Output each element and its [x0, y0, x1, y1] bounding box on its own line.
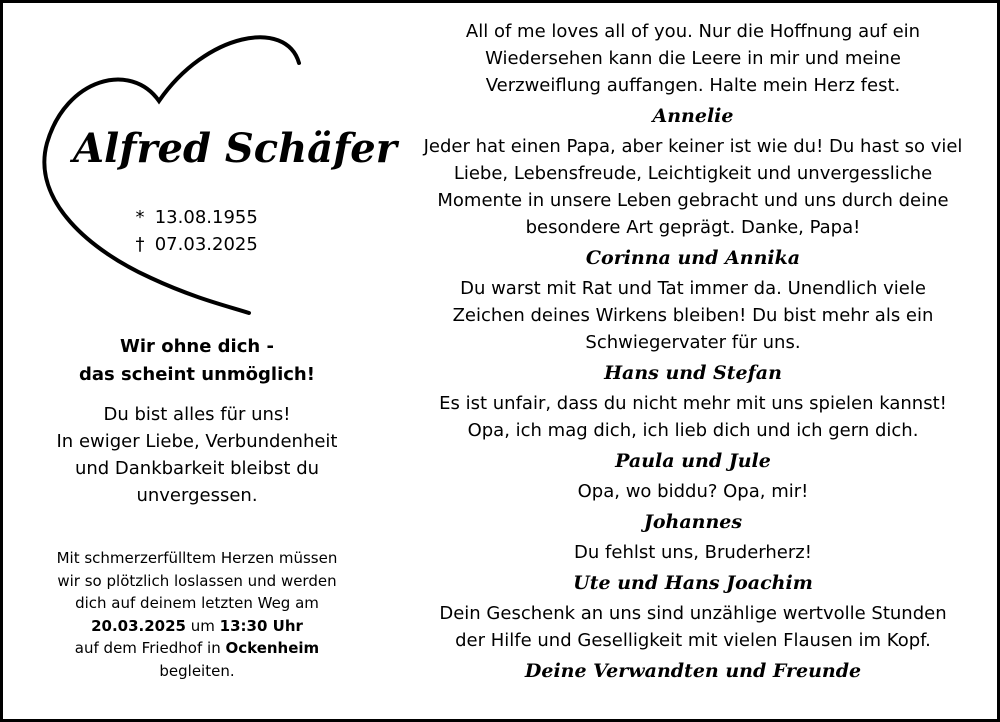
heart-icon — [31, 23, 331, 323]
message-line: besondere Art geprägt. Danke, Papa! — [525, 217, 861, 238]
message-line: Du fehlst uns, Bruderherz! — [574, 542, 812, 563]
deceased-name: Alfred Schäfer — [73, 125, 397, 172]
funeral-date: 20.03.2025 — [91, 616, 186, 635]
cross-icon: † — [135, 234, 145, 255]
love-line: und Dankbarkeit bleibst du — [74, 458, 320, 479]
death-date-line — [131, 231, 258, 258]
message-line: Zeichen deines Wirkens bleiben! Du bist mehr als ein — [452, 305, 934, 326]
message-line: Du warst mit Rat und Tat immer da. Unendlich viele — [460, 278, 926, 299]
message-block — [408, 539, 978, 600]
funeral-line: Mit schmerzerfülltem Herzen müssen — [56, 549, 338, 567]
message-block — [408, 478, 978, 539]
message-block — [408, 275, 978, 390]
message-signature: Ute und Hans Joachim — [573, 572, 813, 594]
funeral-date-line — [31, 615, 363, 638]
message-line: Opa, ich mag dich, ich lieb dich und ich gern dich. — [467, 420, 919, 441]
message-line: Es ist unfair, dass du nicht mehr mit uns spielen kannst! — [439, 393, 947, 414]
funeral-place-line — [31, 637, 363, 660]
death-date: 07.03.2025 — [154, 234, 258, 255]
message-line: Schwiegervater für uns. — [585, 332, 801, 353]
funeral-line: dich auf deinem letzten Weg am — [75, 594, 319, 612]
motto — [31, 333, 363, 389]
message-signature: Johannes — [643, 511, 743, 533]
funeral-notice — [31, 547, 363, 682]
motto-line: Wir ohne dich - — [120, 336, 274, 357]
life-dates — [131, 204, 258, 258]
love-line: In ewiger Liebe, Verbundenheit — [56, 431, 338, 452]
message-line: Opa, wo biddu? Opa, mir! — [577, 481, 809, 502]
message-signature: Paula und Jule — [615, 450, 771, 472]
funeral-place: Ockenheim — [225, 639, 320, 657]
funeral-line: begleiten. — [159, 661, 235, 680]
message-block — [408, 18, 978, 133]
message-block — [408, 390, 978, 478]
funeral-time: 13:30 Uhr — [219, 616, 303, 635]
message-line: All of me loves all of you. Nur die Hoffnung auf ein — [465, 21, 921, 42]
funeral-place-prefix: auf dem Friedhof in — [74, 639, 221, 657]
message-signature: Corinna und Annika — [585, 247, 801, 269]
message-signature: Deine Verwandten und Freunde — [524, 660, 862, 682]
message-line: Jeder hat einen Papa, aber keiner ist wie du! Du hast so viel — [423, 136, 963, 157]
star-icon: * — [135, 207, 145, 228]
motto-line: das scheint unmöglich! — [79, 364, 315, 385]
message-block — [408, 600, 978, 688]
message-signature: Annelie — [652, 105, 734, 127]
message-line: Liebe, Lebensfreude, Leichtigkeit und unvergessliche — [453, 163, 933, 184]
love-line: unvergessen. — [136, 485, 258, 506]
love-text — [31, 401, 363, 509]
birth-date-line — [131, 204, 258, 231]
funeral-um: um — [190, 616, 215, 635]
love-line: Du bist alles für uns! — [103, 404, 291, 425]
message-line: Dein Geschenk an uns sind unzählige wertvolle Stunden — [439, 603, 947, 624]
message-line: Momente in unsere Leben gebracht und uns durch deine — [437, 190, 949, 211]
message-line: Wiedersehen kann die Leere in mir und meine — [485, 48, 901, 69]
message-line: Verzweiflung auffangen. Halte mein Herz fest. — [485, 75, 901, 96]
condolence-messages — [408, 18, 978, 688]
message-line: der Hilfe und Geselligkeit mit vielen Flausen im Kopf. — [455, 630, 931, 651]
message-signature: Hans und Stefan — [604, 362, 782, 384]
message-block — [408, 133, 978, 275]
birth-date: 13.08.1955 — [154, 207, 258, 228]
funeral-line: wir so plötzlich loslassen und werden — [57, 571, 337, 590]
